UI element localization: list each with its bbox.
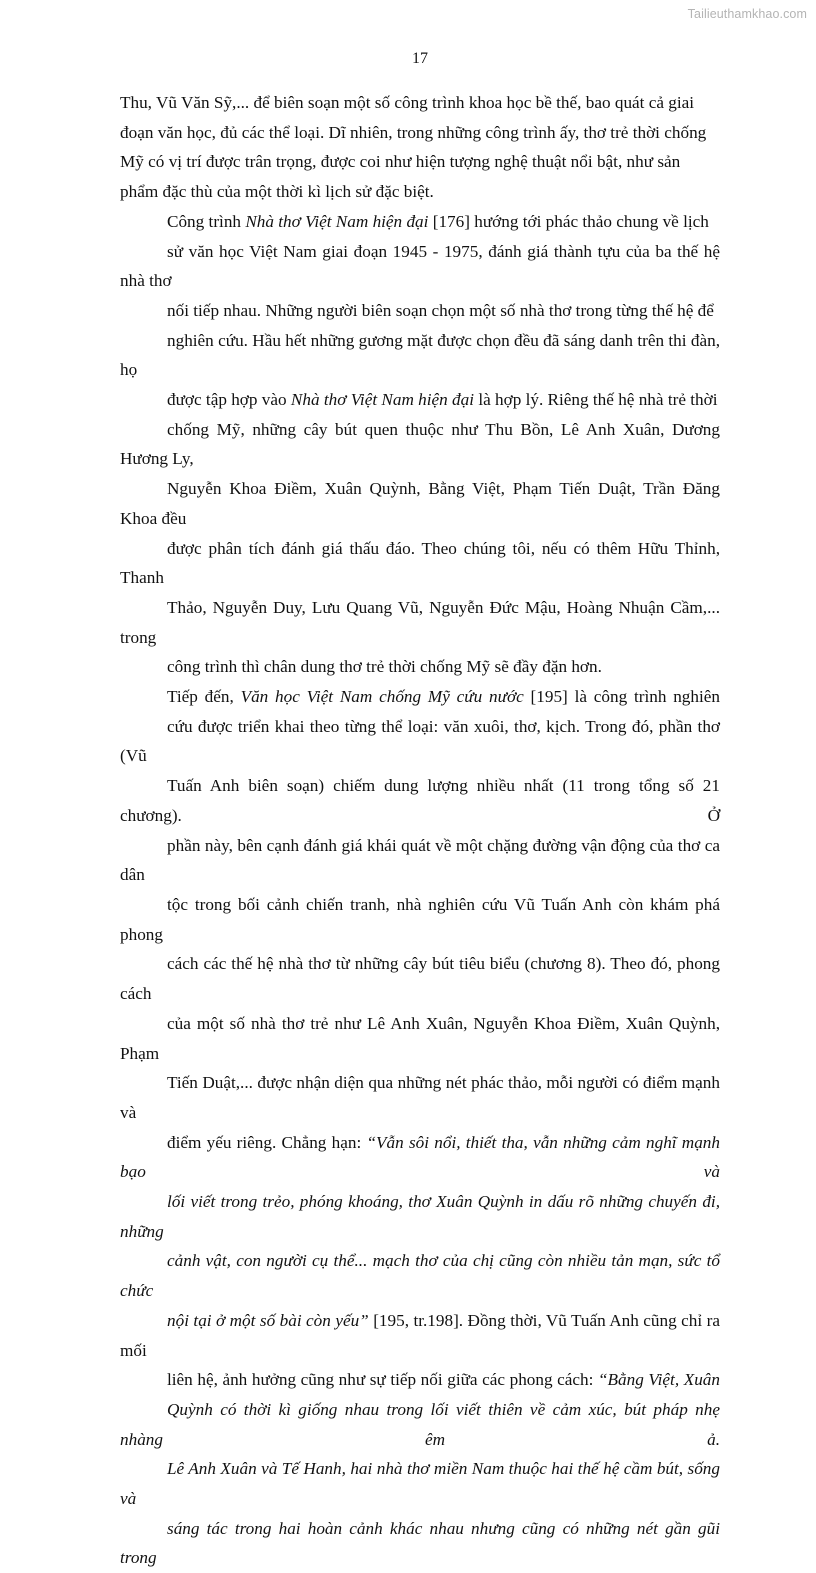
text-line	[120, 118, 720, 148]
text-line	[120, 1454, 720, 1513]
italic-text-segment: Lê Anh Xuân và Tế Hanh, hai nhà thơ miền Nam thuộc hai thế hệ cầm bút, sống và	[120, 1459, 720, 1509]
italic-text-segment: lối viết trong trẻo, phóng khoáng, thơ Xuân Quỳnh in dấu rõ những chuyến đi, những	[120, 1192, 720, 1241]
text-segment: được phân tích đánh giá thấu đáo. Theo chúng tôi, nếu có thêm Hữu Thỉnh, Thanh	[120, 538, 720, 588]
italic-text-segment: Nhà thơ Việt Nam hiện đại	[245, 211, 429, 231]
text-line	[120, 237, 720, 296]
text-segment: [176] hướng tới phác thảo chung về lịch	[428, 211, 709, 231]
text-segment: Mỹ có vị trí được trân trọng, được coi như hiện tượng nghệ thuật nổi bật, như sản	[120, 152, 681, 172]
text-line	[120, 147, 720, 177]
italic-text-segment: Quỳnh có thời kì giống nhau trong lối viết thiên về cảm xúc, bút pháp nhẹ nhàng êm ả.	[120, 1399, 720, 1449]
paragraph-2	[120, 207, 720, 682]
text-segment: điểm yếu riêng. Chẳng hạn:	[167, 1132, 367, 1152]
italic-text-segment: nội tại ở một số bài còn yếu”	[167, 1310, 369, 1330]
watermark-text: Tailieuthamkhao.com	[687, 7, 807, 21]
text-segment: [195] là công trình nghiên	[523, 687, 720, 707]
text-line	[120, 1187, 720, 1246]
italic-text-segment: “Bằng Việt, Xuân	[598, 1370, 720, 1390]
italic-text-segment: cảnh vật, con người cụ thể... mạch thơ của chị cũng còn nhiều tản mạn, sức tổ chức	[120, 1251, 720, 1301]
text-line	[120, 1395, 720, 1454]
text-segment: Tiếp đến,	[167, 687, 241, 707]
text-line	[120, 326, 720, 385]
text-line	[120, 682, 720, 712]
text-line	[120, 474, 720, 533]
text-line	[120, 949, 720, 1008]
text-segment: phẩm đặc thù của một thời kì lịch sử đặc biệt.	[120, 182, 434, 202]
text-line	[120, 1514, 720, 1573]
text-segment: công trình thì chân dung thơ trẻ thời chống Mỹ sẽ đầy đặn hơn.	[167, 657, 602, 677]
italic-text-segment: sáng tác trong hai hoàn cảnh khác nhau nhưng cũng có những nét gần gũi trong	[120, 1518, 720, 1568]
text-segment: Thảo, Nguyễn Duy, Lưu Quang Vũ, Nguyễn Đức Mậu, Hoàng Nhuận Cầm,... trong	[120, 597, 720, 647]
text-segment: đoạn văn học, đủ các thể loại. Dĩ nhiên, trong những công trình ấy, thơ trẻ thời chống	[120, 122, 707, 142]
document-body	[120, 88, 720, 1573]
text-segment: được tập hợp vào	[167, 390, 291, 410]
text-segment: nghiên cứu. Hầu hết những gương mặt được chọn đều đã sáng danh trên thi đàn, họ	[120, 330, 720, 380]
text-segment: Công trình	[167, 211, 246, 231]
text-line	[120, 652, 720, 682]
text-line	[120, 534, 720, 593]
text-line	[120, 1128, 720, 1187]
text-segment: của một số nhà thơ trẻ như Lê Anh Xuân, Nguyễn Khoa Điềm, Xuân Quỳnh, Phạm	[120, 1013, 720, 1063]
text-segment: liên hệ, ảnh hưởng cũng như sự tiếp nối giữa các phong cách:	[167, 1370, 598, 1390]
paragraph-1	[120, 88, 720, 207]
text-line	[120, 296, 720, 326]
text-line	[120, 1068, 720, 1127]
text-line	[120, 1306, 720, 1365]
text-line	[120, 593, 720, 652]
text-line	[120, 771, 720, 830]
text-line	[120, 415, 720, 474]
text-line	[120, 385, 720, 415]
text-segment: Tuấn Anh biên soạn) chiếm dung lượng nhiều nhất (11 trong tổng số 21 chương). Ở	[120, 776, 720, 825]
page-number: 17	[412, 50, 428, 67]
text-line	[120, 890, 720, 949]
text-segment: là hợp lý. Riêng thế hệ nhà trẻ thời	[474, 390, 718, 410]
paragraph-3	[120, 682, 720, 1573]
text-line	[120, 177, 720, 207]
text-line	[120, 1365, 720, 1395]
italic-text-segment: Nhà thơ Việt Nam hiện đại	[290, 390, 475, 410]
text-line	[120, 1009, 720, 1068]
text-segment: sử văn học Việt Nam giai đoạn 1945 - 1975, đánh giá thành tựu của ba thế hệ nhà thơ	[120, 241, 720, 291]
text-segment: cách các thế hệ nhà thơ từ những cây bút tiêu biểu (chương 8). Theo đó, phong cách	[120, 954, 720, 1004]
italic-text-segment: Văn học Việt Nam chống Mỹ cứu nước	[240, 687, 524, 707]
text-segment: Thu, Vũ Văn Sỹ,... để biên soạn một số công trình khoa học bề thế, bao quát cả giai	[120, 93, 695, 112]
text-segment: Tiến Duật,... được nhận diện qua những nét phác thảo, mỗi người có điểm mạnh và	[120, 1073, 720, 1122]
text-segment: cứu được triển khai theo từng thể loại: văn xuôi, thơ, kịch. Trong đó, phần thơ (Vũ	[120, 716, 720, 766]
text-line	[120, 207, 720, 237]
text-line	[120, 1246, 720, 1305]
text-line	[120, 88, 720, 118]
text-line	[120, 831, 720, 890]
text-segment: phần này, bên cạnh đánh giá khái quát về một chặng đường vận động của thơ ca dân	[120, 835, 720, 885]
text-segment: [195, tr.198]. Đồng thời, Vũ Tuấn Anh cũng chỉ ra mối	[120, 1310, 720, 1360]
text-segment: Nguyễn Khoa Điềm, Xuân Quỳnh, Bằng Việt, Phạm Tiến Duật, Trần Đăng Khoa đều	[120, 479, 720, 528]
text-segment: tộc trong bối cảnh chiến tranh, nhà nghiên cứu Vũ Tuấn Anh còn khám phá phong	[120, 894, 720, 944]
text-segment: chống Mỹ, những cây bút quen thuộc như Thu Bồn, Lê Anh Xuân, Dương Hương Ly,	[120, 419, 720, 469]
italic-text-segment: “Vẫn sôi nổi, thiết tha, vẫn những cảm nghĩ mạnh bạo và	[120, 1132, 720, 1182]
text-segment: nối tiếp nhau. Những người biên soạn chọn một số nhà thơ trong từng thế hệ để	[167, 300, 714, 320]
text-line	[120, 712, 720, 771]
